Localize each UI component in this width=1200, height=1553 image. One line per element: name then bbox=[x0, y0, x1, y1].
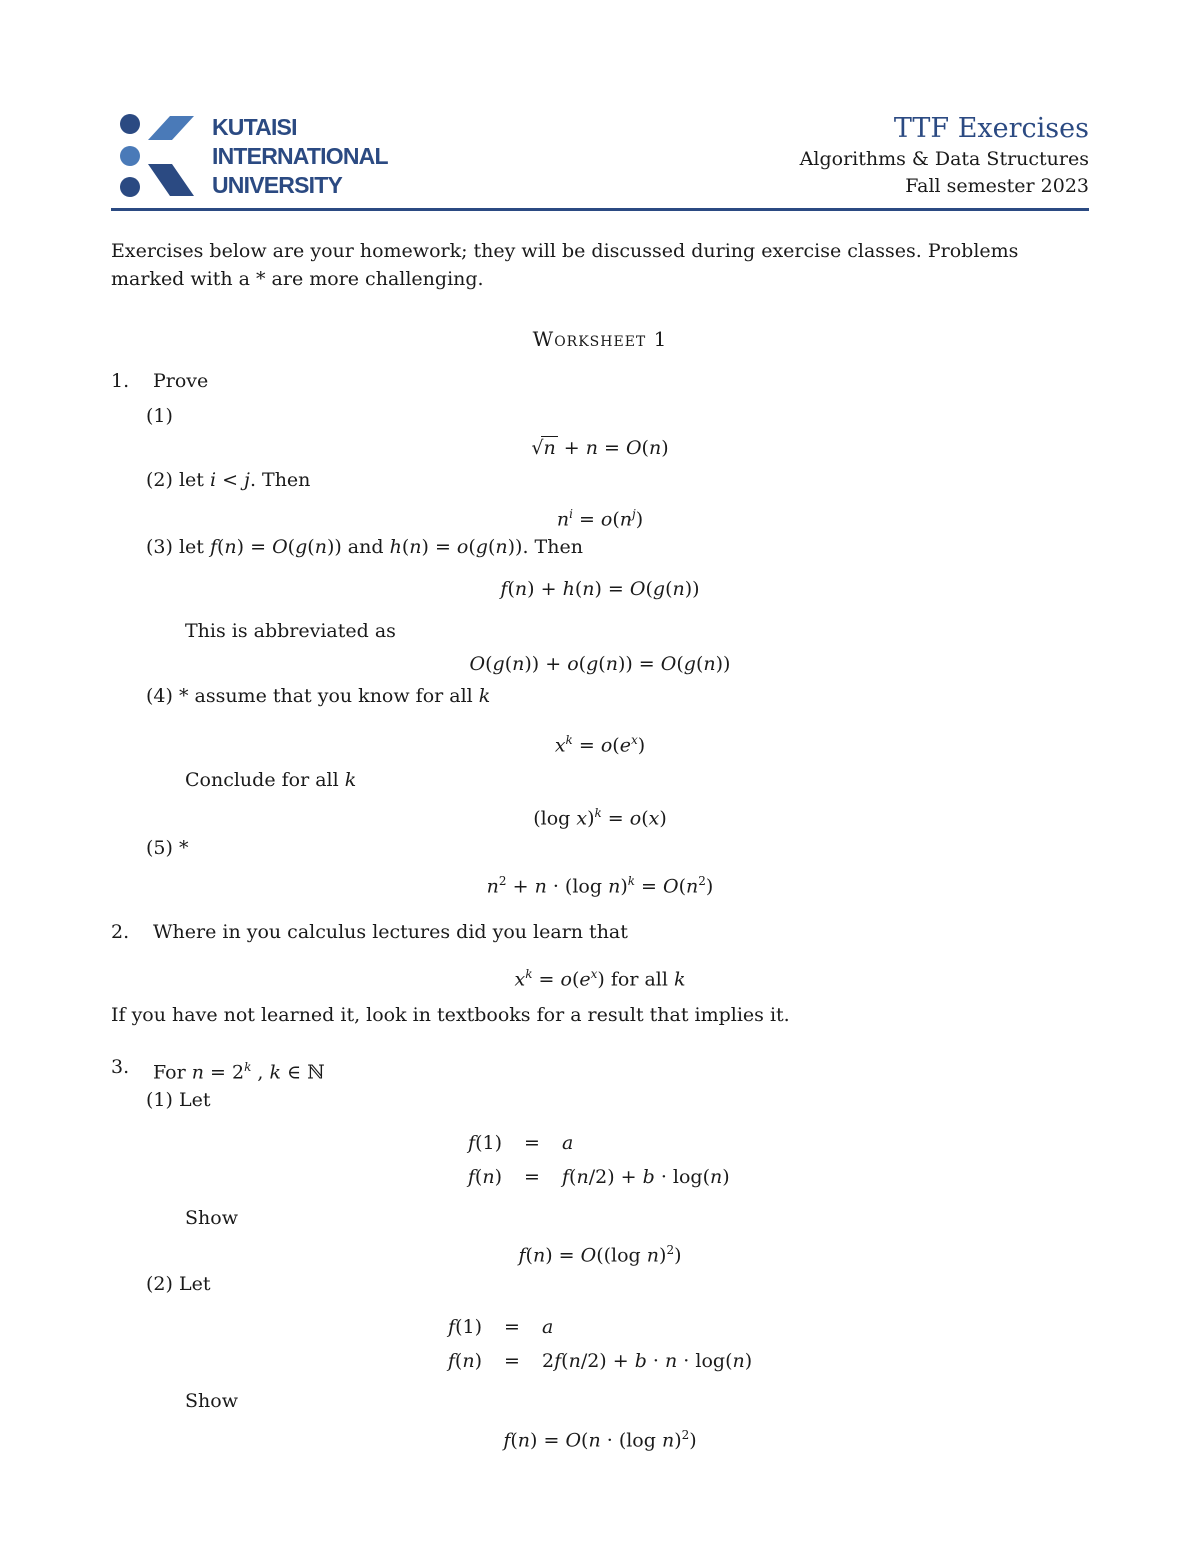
header-info bbox=[800, 112, 1089, 200]
problem-1-4-equation: $x^k = o(e^x)$ bbox=[554, 733, 646, 757]
problem-1-4-equation-2: (log x)$^k$ = o(x) bbox=[533, 806, 667, 830]
problem-1-4-note: Conclude for all k bbox=[185, 769, 357, 791]
problem-1-1-equation: √n + n = O(n) bbox=[531, 437, 669, 459]
logo-line-2: INTERNATIONAL bbox=[212, 143, 388, 169]
problem-3-2-show: Show bbox=[185, 1390, 238, 1412]
problem-1-2-label: (2) let i < j. Then bbox=[146, 469, 311, 491]
problem-3-label: For $n = 2^k$ , k ∈ ℕ bbox=[153, 1060, 325, 1084]
sheet-title: TTF Exercises bbox=[893, 113, 1089, 144]
problem-1-3-note: This is abbreviated as bbox=[185, 620, 396, 642]
problem-1-number: 1. bbox=[111, 370, 130, 392]
problem-2-number: 2. bbox=[111, 921, 130, 943]
semester: Fall semester 2023 bbox=[905, 175, 1089, 197]
problem-1-3-equation-2: O(g(n)) + o(g(n)) = O(g(n)) bbox=[469, 653, 731, 675]
problem-1-4-label: (4) * assume that you know for all k bbox=[146, 685, 491, 707]
problem-3-2-result: f(n) = O(n · (log n)$^2$) bbox=[503, 1428, 697, 1452]
problem-2-label: Where in you calculus lectures did you learn that bbox=[153, 921, 628, 943]
problem-2-equation: $x^k = o(e^x)$ for all k bbox=[514, 967, 686, 991]
problem-1-label: Prove bbox=[153, 370, 209, 392]
problem-1-5-equation: $n^2 + n \cdot (\log$ $n)^k = O(n^2)$ bbox=[486, 874, 714, 898]
problem-1-3-label: (3) let f(n) = O(g(n)) and h(n) = o(g(n)). Then bbox=[146, 536, 583, 558]
header-rule bbox=[111, 208, 1089, 211]
problem-3-1-result: f(n) = O((log n)$^2$) bbox=[518, 1243, 682, 1267]
intro-paragraph: Exercises below are your homework; they will be discussed during exercise classes. Problems marked with a * are more challenging. bbox=[111, 240, 1019, 290]
problem-1-1-label: (1) bbox=[146, 405, 173, 427]
course-name: Algorithms & Data Structures bbox=[799, 148, 1089, 170]
problem-1-3-equation: f(n) + h(n) = O(g(n)) bbox=[500, 578, 700, 600]
logo-line-3: UNIVERSITY bbox=[212, 172, 343, 198]
problem-1-5-label: (5) * bbox=[146, 837, 189, 859]
problem-2-note: If you have not learned it, look in textbooks for a result that implies it. bbox=[111, 1004, 790, 1026]
problem-3-2-recurrence: f(1) = a f(n) = 2f(n/2) + b · n · log(n) bbox=[447, 1316, 753, 1372]
problem-3-number: 3. bbox=[111, 1056, 130, 1078]
logo-line-1: KUTAISI bbox=[212, 114, 297, 140]
problem-3-2-label: (2) Let bbox=[146, 1273, 211, 1295]
university-name bbox=[212, 113, 388, 200]
problem-3-1-label: (1) Let bbox=[146, 1089, 211, 1111]
worksheet-title: Worksheet 1 bbox=[532, 327, 668, 351]
problem-3-1-recurrence: f(1) = a f(n) = f(n/2) + b · log(n) bbox=[467, 1132, 730, 1188]
problem-1-2-equation: $n^i = o(n^j)$ bbox=[556, 507, 644, 531]
problem-3-1-show: Show bbox=[185, 1207, 238, 1229]
